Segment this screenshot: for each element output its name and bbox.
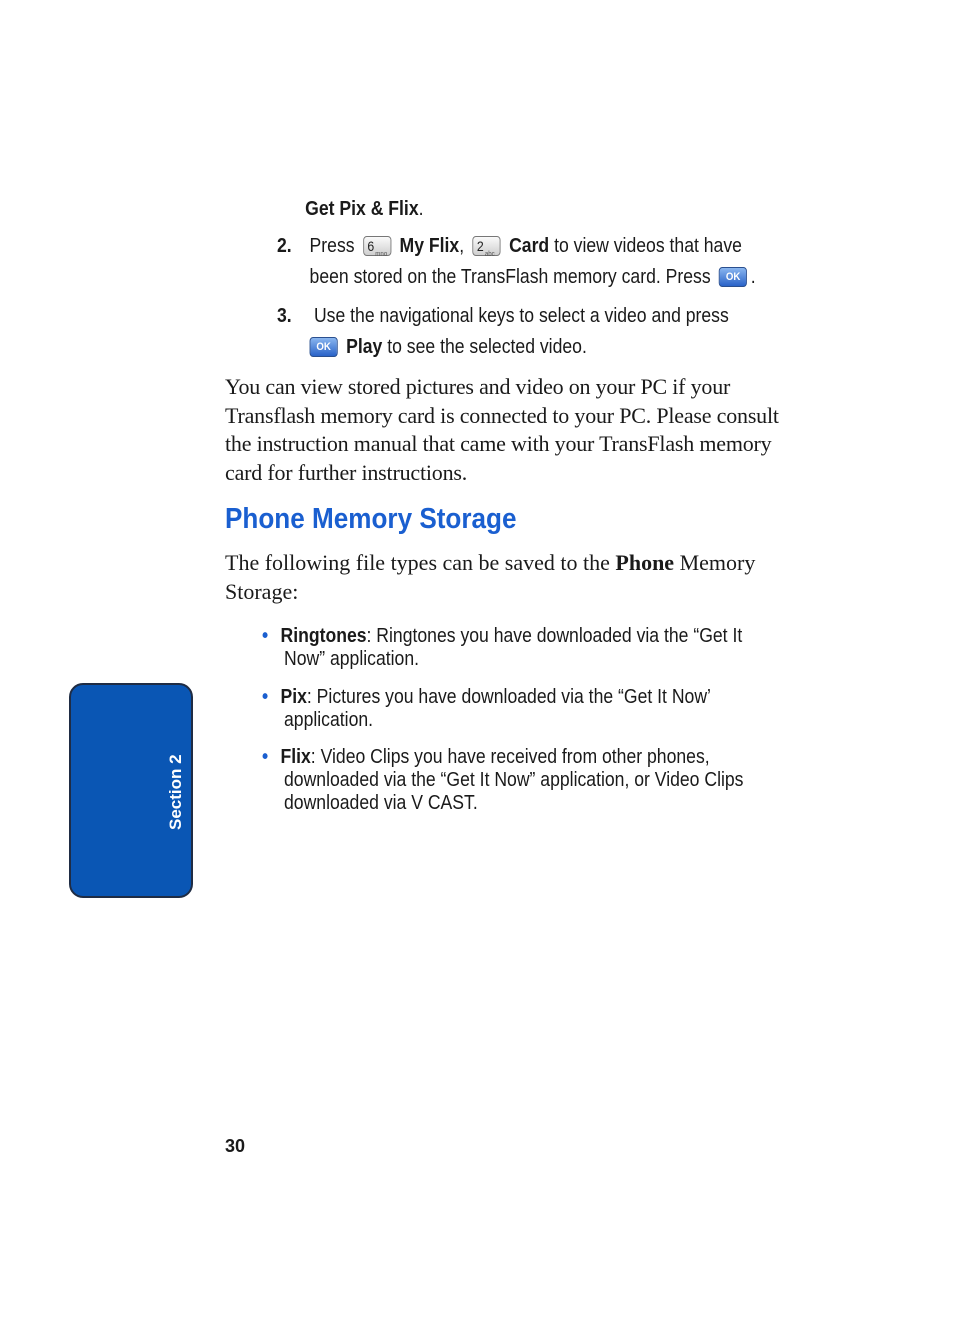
- bullet-icon: •: [262, 746, 269, 768]
- bullet-icon: •: [262, 686, 269, 708]
- list-item: • Pix: Pictures you have downloaded via the “Get It Now’ application.: [262, 686, 711, 731]
- my-flix-label: My Flix: [399, 235, 460, 257]
- list-item: • Ringtones: Ringtones you have downloaded via the “Get It Now” application.: [262, 625, 743, 670]
- section-tab-label: Section 2: [166, 754, 185, 830]
- ok-key-icon: OK: [310, 337, 338, 357]
- get-pix-flix-label: Get Pix & Flix: [305, 198, 419, 220]
- page-number: 30: [225, 1136, 246, 1156]
- body-paragraph: You can view stored pictures and video on your PC if your Transflash memory card is connected to your PC. Please consult the instruction manual that came with your TransFlash memory card for further instructions.: [225, 374, 779, 486]
- manual-page: Get Pix & Flix. 2. Press 6 mno My Flix, 2 abc Card to view videos that have been stored on the TransFlash memory card. Press OK . 3. Use the navigational keys to select a video and press OK Play to see the selected video. You can view stored pictures and video on your PC if your Transflash memory card is connected to your PC. Please consult the instruction manual that came with your TransFlash memory card for further instructions. Phone Memory Storage The following file types can be saved to the Phone Memory Storage: • Ringtones: Ringtones you have downloaded via the “Get It Now” application. • Pix: Pictures you have downloaded via the “Get It Now’ application. • Flix: Video Clips you have received from other phones, downloaded via the “Get It Now” application, or Video Clips downloaded via V CAST. Section 2 30: [0, 0, 954, 1319]
- step-number: 3.: [277, 305, 292, 327]
- card-label: Card: [509, 235, 550, 257]
- key-6-icon: 6 mno: [363, 236, 391, 256]
- ok-key-icon: OK: [719, 267, 747, 287]
- key-2-icon: 2 abc: [473, 236, 501, 256]
- step-number: 2.: [277, 235, 292, 257]
- section-heading: Phone Memory Storage: [225, 503, 517, 535]
- bullet-icon: •: [262, 625, 269, 647]
- play-label: Play: [346, 336, 383, 358]
- list-item: • Flix: Video Clips you have received from other phones, downloaded via the “Get It Now” application, or Video Clips downloaded via V CAST.: [262, 746, 744, 814]
- intro-paragraph: The following file types can be saved to the Phone Memory Storage:: [225, 550, 756, 604]
